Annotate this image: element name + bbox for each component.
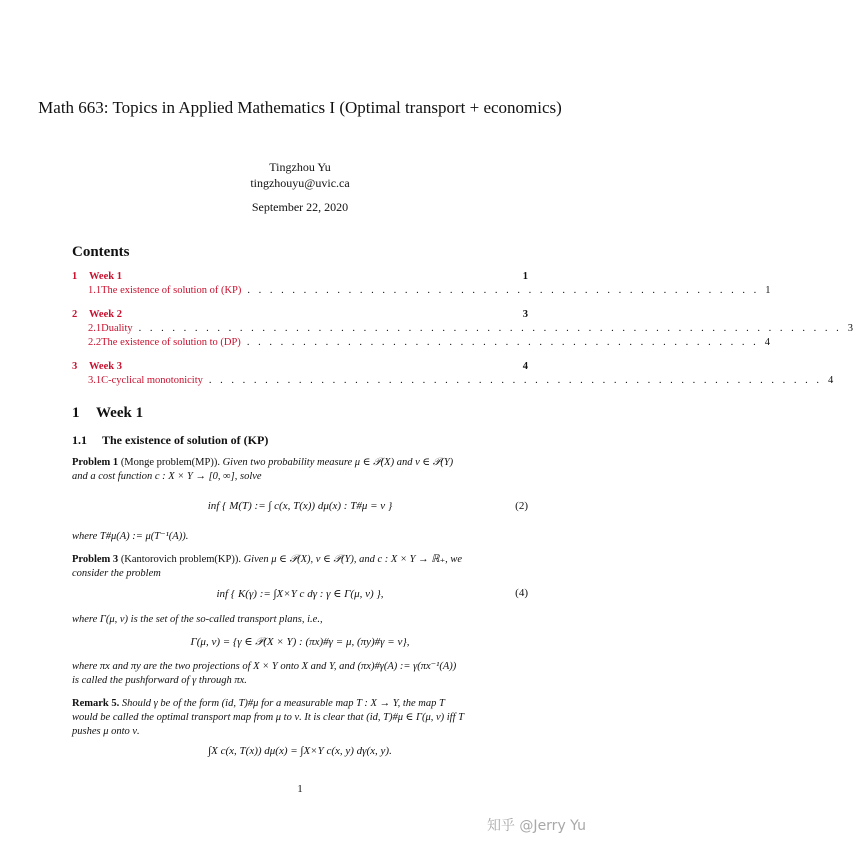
problem-1-head: Problem 1 [72,457,119,468]
problem-3-text-1: Given μ ∈ 𝒫(X), ν ∈ 𝒫(Y), and c : X × Y → ℝ₊, we [243,554,463,565]
paper-date: September 22, 2020 [251,200,349,214]
toc-page: 4 [764,337,770,348]
subsection-number: 1.1 [72,433,87,447]
problem-1-line-1 [72,456,530,470]
problem-3-where: where Γ(μ, ν) is the set of the so-called transport plans, i.e., [72,614,323,625]
toc-label: The existence of solution of (KP) [101,285,242,296]
section-number: 1 [72,405,80,421]
toc-number: 1 [72,271,78,282]
problem-3-line-1 [72,553,530,567]
toc-number: 1.1 [88,285,102,296]
watermark: 知乎 @Jerry Yu [486,818,586,834]
toc-entry-duality[interactable]: 2.1 Duality . . . . . . . . . . . . . . . . . . . . . . . . . . . . . . . . . . . . . . . . . . . . . . . . . . . . . . . . . . . . . . . 3 [88,323,853,334]
toc-entry-c-cyclical[interactable]: 3.1 C-cyclical monotonicity . . . . . . . . . . . . . . . . . . . . . . . . . . . . . . . . . . . . . . . . . . . . . . . . . . . . . . . 4 [88,375,834,386]
problem-3-head: Problem 3 [72,554,119,565]
toc-label: C-cyclical monotonicity [101,375,203,386]
toc-entry-week-2[interactable] [72,309,528,323]
toc-page: 1 [765,285,771,296]
author-email: tingzhouyu@uvic.ca [250,176,350,190]
toc-entry-existence-kp[interactable]: 1.1 The existence of solution of (KP) . . . . . . . . . . . . . . . . . . . . . . . . . . . . . . . . . . . . . . . . . . . . . . 1 [88,285,771,296]
remark-5-text-2: would be called the optimal transport map from μ to ν. It is clear that (id, T)#μ ∈ Γ(μ, ν) iff T [72,712,464,723]
problem-1-text-2: and a cost function c : X × Y → [0, ∞], solve [72,471,262,482]
toc-number: 2 [72,309,78,320]
toc-page: 4 [522,361,528,372]
toc-page: 1 [522,271,528,282]
toc-number: 3.1 [88,375,102,386]
toc-page: 4 [828,375,834,386]
equation-monge: inf { M(T) := ∫ c(x, T(x)) dμ(x) : T#μ = ν } [207,500,393,512]
toc-entry-week-1[interactable] [72,271,528,285]
contents-heading: Contents [72,244,130,260]
toc-number: 2.1 [88,323,102,334]
remark-5-text-1: Should γ be of the form (id, T)#μ for a measurable map T : X → Y, the map T [121,698,445,709]
toc-number: 2.2 [88,337,102,348]
toc-label: The existence of solution to (DP) [101,337,241,348]
paper-title: Math 663: Topics in Applied Mathematics I (Optimal transport + economics) [38,98,562,117]
page-number: 1 [297,783,303,795]
subsection-title: The existence of solution of (KP) [102,433,269,447]
toc-label: Week 1 [89,271,122,282]
remark-5-text-3: pushes μ onto ν. [72,726,140,737]
section-heading [72,405,143,422]
problem-3-projections-2: is called the pushforward of γ through πx. [72,675,247,686]
toc-entry-week-3[interactable] [72,361,528,375]
problem-1-text-1: Given two probability measure μ ∈ 𝒫(X) and ν ∈ 𝒫(Y) [222,457,454,468]
toc-page: 3 [847,323,853,334]
toc-entry-existence-dp[interactable]: 2.2 The existence of solution to (DP) . . . . . . . . . . . . . . . . . . . . . . . . . . . . . . . . . . . . . . . . . . . . . . 4 [88,337,770,348]
section-title: Week 1 [96,405,144,421]
remark-5-line-1 [72,697,530,711]
problem-1-name: (Monge problem(MP)). [120,457,220,468]
equation-remark: ∫X c(x, T(x)) dμ(x) = ∫X×Y c(x, y) dγ(x, y). [208,745,392,757]
equation-number-2: (2) [515,500,528,512]
problem-3-projections-1: where πx and πy are the two projections of X × Y onto X and Y, and (πx)#γ(A) := γ(πx⁻¹(A)) [72,661,457,672]
toc-number: 3 [72,361,78,372]
problem-1-where: where T#μ(A) := μ(T⁻¹(A)). [72,531,189,542]
remark-5-head: Remark 5. [72,698,120,709]
problem-3-text-2: consider the problem [72,568,161,579]
equation-transport-plans: Γ(μ, ν) = {γ ∈ 𝒫(X × Y) : (πx)#γ = μ, (πy)#γ = ν}, [190,636,410,648]
equation-kantorovich: inf { K(γ) := ∫X×Y c dγ : γ ∈ Γ(μ, ν) }, [216,588,384,600]
subsection-heading [72,433,268,448]
toc-page: 3 [522,309,528,320]
author-name: Tingzhou Yu [269,160,331,174]
toc-label: Duality [101,323,133,334]
equation-number-4: (4) [515,587,528,599]
toc-label: Week 3 [89,361,122,372]
problem-3-name: (Kantorovich problem(KP)). [120,554,241,565]
toc-label: Week 2 [89,309,122,320]
